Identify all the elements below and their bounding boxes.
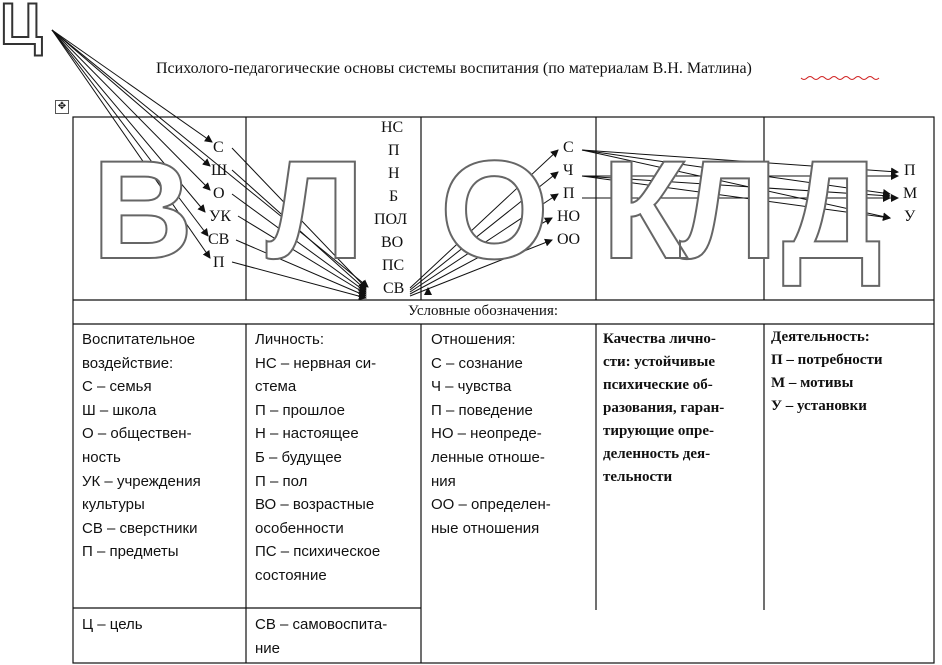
- legend-line: СВ – сверстники: [82, 519, 198, 537]
- legend-line: Ч – чувства: [431, 378, 512, 396]
- legend-line: П – поведение: [431, 401, 533, 419]
- legend-line: Деятельность:: [771, 329, 870, 345]
- label-col1-4: СВ: [208, 231, 230, 248]
- legend-line: НС – нервная си-: [255, 354, 377, 372]
- footer-self-education: [255, 613, 387, 660]
- label-col2-2: Н: [388, 165, 400, 182]
- legend-line: Воспитательное: [82, 331, 196, 348]
- label-col1-5: П: [213, 254, 225, 271]
- label-col2-5: ВО: [381, 234, 404, 251]
- legend-line: психические об-: [603, 377, 713, 393]
- label-col2-1: П: [388, 142, 400, 159]
- label-col2-4: ПОЛ: [374, 211, 408, 228]
- label-col5-1: М: [903, 185, 918, 202]
- legend-line: воздействие:: [82, 354, 174, 372]
- legend-line: ОО – определен-: [431, 496, 551, 514]
- legend-line: НО – неопреде-: [431, 425, 542, 443]
- legend-line: С – сознание: [431, 354, 523, 372]
- legend-line: Б – будущее: [255, 448, 342, 466]
- legend-line: ные отношения: [431, 519, 540, 537]
- legend-line: Ш – школа: [82, 401, 157, 419]
- legend-line: состояние: [255, 566, 327, 584]
- legend-line: сти: устойчивые: [603, 354, 715, 370]
- legend-line: ВО – возрастные: [255, 496, 375, 514]
- label-col3-4: ОО: [557, 231, 581, 248]
- label-col2-3: Б: [389, 188, 399, 205]
- label-col3-3: НО: [557, 208, 581, 225]
- label-col5-2: У: [904, 208, 916, 225]
- label-col1-2: О: [213, 185, 225, 202]
- legend-line: стема: [255, 378, 297, 396]
- big-letter-o: О: [440, 131, 549, 288]
- label-col1-3: УК: [209, 208, 231, 225]
- label-col3-1: Ч: [563, 162, 574, 179]
- legend-line: Н – настоящее: [255, 425, 359, 443]
- legend-col-relations: [431, 328, 551, 540]
- legend-line: особенности: [255, 519, 344, 537]
- legend-line: УК – учреждения: [82, 472, 201, 490]
- label-col3-0: С: [563, 139, 574, 156]
- label-col3-2: П: [563, 185, 575, 202]
- big-letter-kl: КЛ: [602, 131, 770, 288]
- legend-line: ность: [82, 448, 121, 466]
- legend-col-activity: [771, 326, 882, 418]
- legend-line: ленные отноше-: [431, 448, 545, 466]
- label-col2-0: НС: [381, 119, 404, 136]
- legend-line: Личность:: [255, 331, 325, 348]
- label-col2-7: СВ: [383, 280, 405, 297]
- legend-line: П – пол: [255, 472, 308, 490]
- legend-line: тельности: [603, 469, 673, 485]
- legend-col-qualities: [603, 328, 724, 489]
- big-letter-l: Л: [266, 131, 365, 288]
- footer-line: ние: [255, 639, 281, 657]
- legend-line: Отношения:: [431, 331, 516, 348]
- page-title: Психолого-педагогические основы системы воспитания (по материалам В.Н. Матлина): [156, 60, 752, 77]
- legend-line: С – семья: [82, 378, 152, 396]
- legend-line: У – установки: [771, 398, 867, 414]
- footer-goal: [82, 613, 143, 637]
- label-col1-1: Ш: [211, 162, 228, 179]
- legend-col-personality: [255, 328, 380, 588]
- big-letter-d: Д: [782, 131, 882, 288]
- legend-line: П – потребности: [771, 352, 883, 368]
- legend-line: П – прошлое: [255, 401, 345, 419]
- footer-goal-text: Ц – цель: [82, 616, 143, 633]
- label-col1-0: С: [213, 139, 224, 156]
- label-col2-6: ПС: [382, 257, 405, 274]
- legend-line: ПС – психическое: [255, 543, 381, 561]
- legend-line: культуры: [82, 496, 145, 514]
- goal-letter: Ц: [0, 0, 43, 57]
- legend-line: П – предметы: [82, 543, 179, 561]
- legend-line: М – мотивы: [771, 375, 854, 391]
- legend-col-influence: [82, 328, 201, 564]
- big-letter-v: В: [92, 131, 194, 288]
- spellcheck-underline: [801, 77, 879, 80]
- legend-line: О – обществен-: [82, 425, 192, 443]
- legend-header: Условные обозначения:: [408, 303, 559, 319]
- label-col5-0: П: [904, 162, 916, 179]
- legend-line: деленность дея-: [603, 446, 711, 462]
- footer-line: СВ – самовоспита-: [255, 616, 388, 633]
- legend-line: Качества лично-: [603, 331, 716, 347]
- legend-line: ния: [431, 472, 456, 490]
- table-move-handle-icon[interactable]: ✥: [55, 100, 69, 114]
- legend-line: разования, гаран-: [603, 400, 725, 416]
- legend-line: тирующие опре-: [603, 423, 714, 439]
